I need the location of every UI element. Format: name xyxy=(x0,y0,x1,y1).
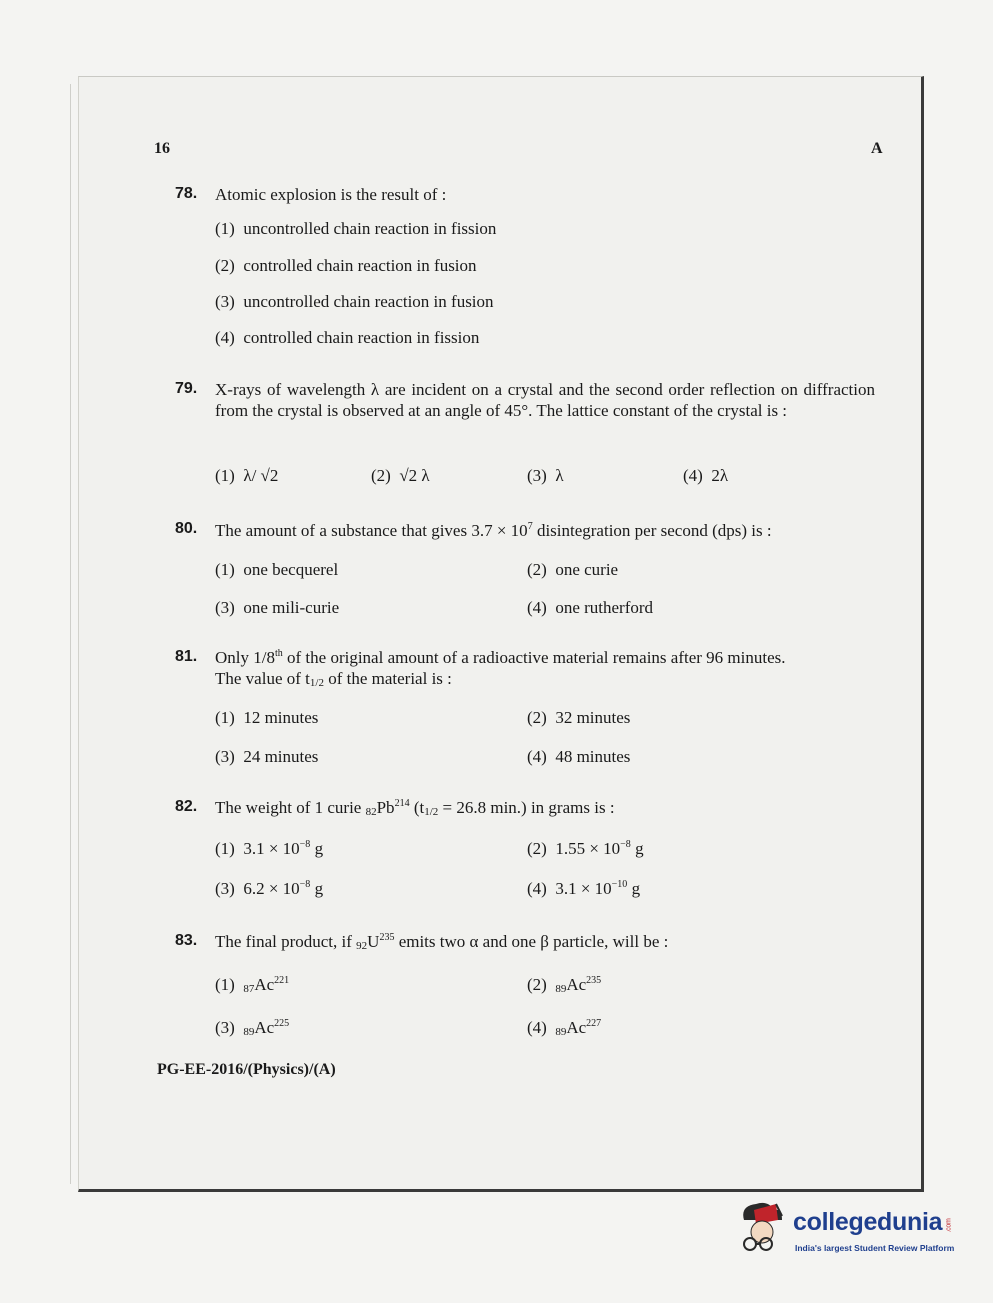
question-text: Atomic explosion is the result of : xyxy=(215,185,447,204)
option-3: (3) $6.2 \times 10^{-8}$ g xyxy=(215,879,324,898)
paper-code: PG-EE-2016/(Physics)/(A) xyxy=(157,1061,336,1078)
page-number: 16 xyxy=(154,140,170,157)
option-2: (2) $_{89}Ac^{235}$ xyxy=(527,975,602,995)
option-4: (4) 48 minutes xyxy=(527,747,631,766)
question-number: 81. xyxy=(175,648,198,665)
option-1: (1) λ/ √2 xyxy=(215,466,279,485)
question-number: 78. xyxy=(175,185,198,202)
option-4: (4) controlled chain reaction in fission xyxy=(215,328,480,347)
option-3: (3) λ xyxy=(527,466,564,485)
brand-tagline: India's largest Student Review Platform xyxy=(795,1243,955,1253)
option-4: (4) 2λ xyxy=(683,466,729,485)
option-4: (4) one rutherford xyxy=(527,598,654,617)
option-1: (1) one becquerel xyxy=(215,560,339,579)
option-4: (4) $3.1 \times 10^{-10}$ g xyxy=(527,879,641,898)
question-number: 82. xyxy=(175,798,198,815)
option-1: (1) 12 minutes xyxy=(215,708,319,727)
brand-name: collegedunia .com xyxy=(793,1208,953,1236)
question-number: 80. xyxy=(175,520,198,537)
exam-page xyxy=(78,76,924,1192)
question-text-line-2: The value of $t_{1/2}$ of the material is : xyxy=(215,669,452,689)
option-2: (2) 32 minutes xyxy=(527,708,631,727)
option-1: (1) uncontrolled chain reaction in fission xyxy=(215,219,497,238)
option-3: (3) $_{89}Ac^{225}$ xyxy=(215,1018,290,1038)
question-text: The amount of a substance that gives $3.7 \times 10^7$ disintegration per second (dps) is : xyxy=(215,521,772,540)
set-code: A xyxy=(871,140,883,157)
question-text: Only 1/8th of the original amount of a radioactive material remains after 96 minutes. xyxy=(215,648,786,667)
question-text: The weight of 1 curie $_{82}Pb^{214}$ ($t_{1/2} = 26.8$ min.) in grams is : xyxy=(215,798,615,818)
question-text: X-rays of wavelength λ are incident on a crystal and the second order reflection on diffraction from the crystal is observed at an angle of 45°. The lattice constant of the crystal is : xyxy=(215,380,875,420)
option-1: (1) $_{87}Ac^{221}$ xyxy=(215,975,290,995)
question-number: 83. xyxy=(175,932,198,949)
option-4: (4) $_{89}Ac^{227}$ xyxy=(527,1018,602,1038)
option-3: (3) uncontrolled chain reaction in fusion xyxy=(215,292,494,311)
option-2: (2) √2 λ xyxy=(371,466,430,485)
option-3: (3) 24 minutes xyxy=(215,747,319,766)
option-3: (3) one mili-curie xyxy=(215,598,340,617)
option-2: (2) $1.55 \times 10^{-8}$ g xyxy=(527,839,644,858)
graduate-logo-icon xyxy=(738,1198,788,1252)
question-number: 79. xyxy=(175,380,198,397)
option-1: (1) $3.1 \times 10^{-8}$ g xyxy=(215,839,324,858)
question-text: The final product, if $_{92}U^{235}$ emits two α and one β particle, will be : xyxy=(215,932,669,952)
option-2: (2) one curie xyxy=(527,560,619,579)
option-2: (2) controlled chain reaction in fusion xyxy=(215,256,477,275)
